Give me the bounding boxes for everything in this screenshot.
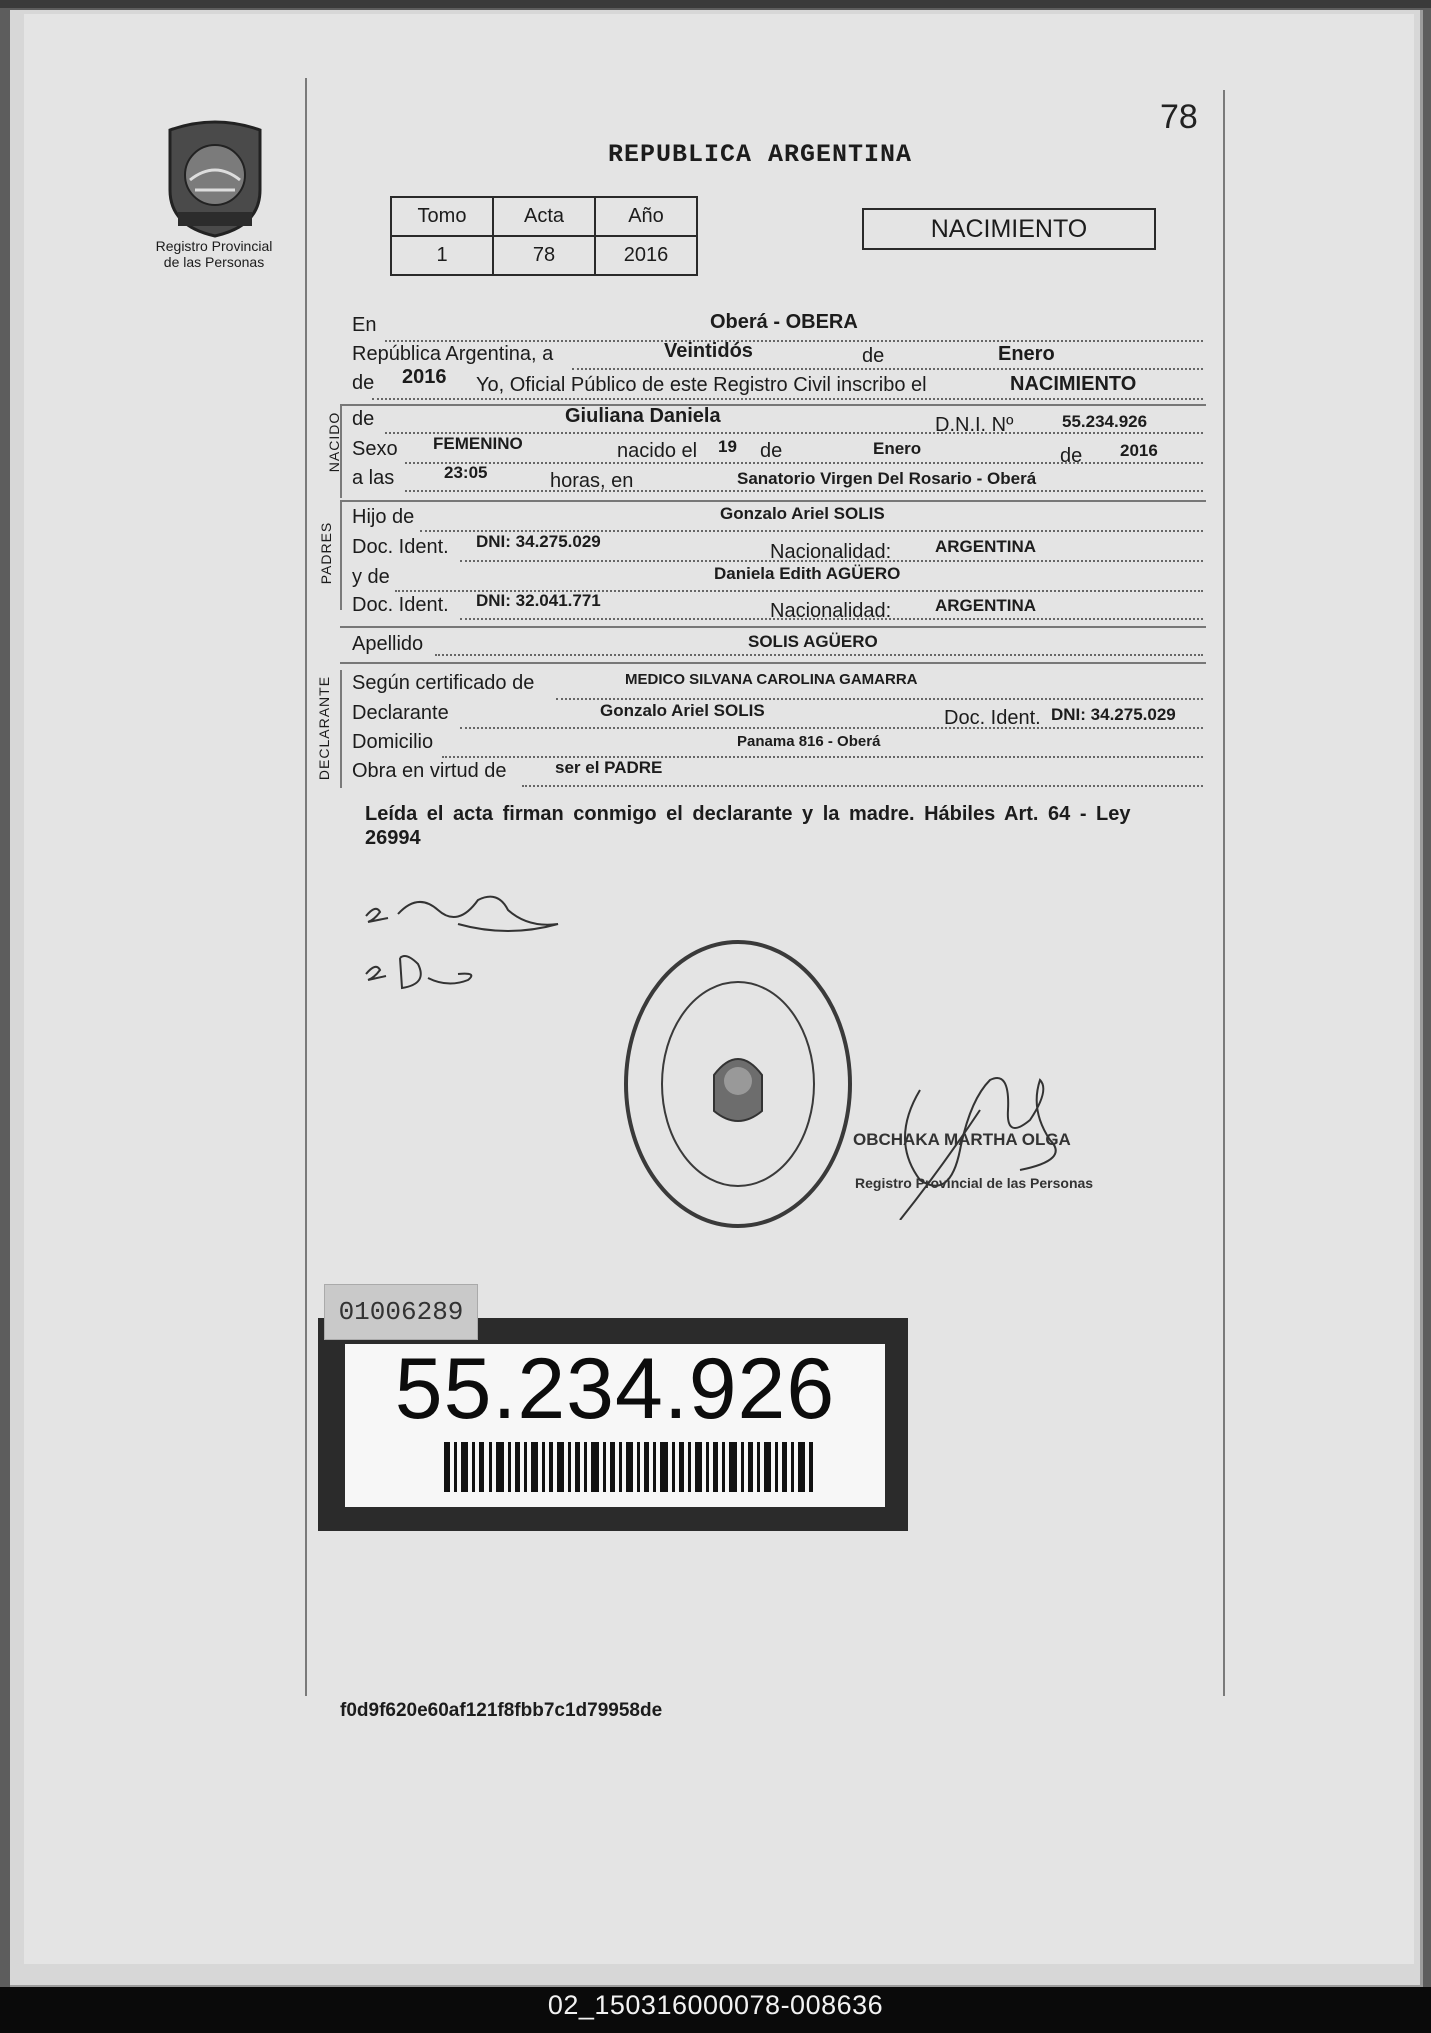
madre-doc-value: DNI: 32.041.771 bbox=[476, 591, 601, 610]
dotted-line bbox=[460, 727, 1203, 729]
register-header-anio: Año bbox=[595, 197, 697, 236]
right-margin-line bbox=[1223, 90, 1225, 1696]
logo-caption bbox=[138, 238, 290, 270]
section-bracket bbox=[340, 670, 342, 788]
en-value: Oberá - OBERA bbox=[710, 311, 858, 333]
nacido-de-label: de bbox=[352, 408, 375, 430]
dotted-line bbox=[522, 785, 1203, 787]
padre-value: Gonzalo Ariel SOLIS bbox=[720, 504, 885, 523]
official-seal-icon bbox=[620, 935, 856, 1233]
declarante-section-label: DECLARANTE bbox=[316, 675, 332, 781]
madre-nac-value: ARGENTINA bbox=[935, 596, 1037, 615]
certificado-value: MEDICO SILVANA CAROLINA GAMARRA bbox=[625, 671, 918, 688]
document-hash: f0d9f620e60af121f8fbb7c1d79958de bbox=[340, 1700, 663, 1721]
barcode-icon bbox=[444, 1442, 814, 1492]
dia-value: Veintidós bbox=[664, 340, 753, 362]
register-table bbox=[390, 196, 698, 276]
barcode-number: 55.234.926 bbox=[394, 1341, 836, 1437]
nacido-section-label: NACIDO bbox=[326, 411, 342, 473]
dotted-line bbox=[556, 698, 1203, 700]
madre-doc-label: Doc. Ident. bbox=[352, 594, 449, 616]
register-header-acta: Acta bbox=[493, 197, 595, 236]
padres-section-label: PADRES bbox=[318, 521, 334, 585]
nacido-de-label2: de bbox=[760, 440, 783, 462]
section-bracket bbox=[340, 502, 342, 610]
nacido-nombre-value: Giuliana Daniela bbox=[565, 405, 721, 427]
republica-label: República Argentina, a bbox=[352, 343, 554, 365]
inscribo-value: NACIMIENTO bbox=[1010, 373, 1137, 395]
lugar-value: Sanatorio Virgen Del Rosario - Oberá bbox=[737, 469, 1037, 488]
obra-label: Obra en virtud de bbox=[352, 760, 507, 782]
madre-nac-label: Nacionalidad: bbox=[770, 600, 892, 622]
section-divider bbox=[340, 404, 1206, 406]
padre-doc-label: Doc. Ident. bbox=[352, 536, 449, 558]
anio-label: de bbox=[352, 372, 375, 394]
padre-doc-value: DNI: 34.275.029 bbox=[476, 532, 601, 551]
document-title: REPUBLICA ARGENTINA bbox=[607, 140, 913, 169]
dni-label: D.N.I. Nº bbox=[935, 414, 1014, 436]
sexo-value: FEMENINO bbox=[433, 434, 523, 453]
official-office: Registro Provincial de las Personas bbox=[855, 1175, 1094, 1191]
apellido-value: SOLIS AGÜERO bbox=[748, 632, 878, 651]
nacido-mes-value: Enero bbox=[873, 439, 922, 458]
dotted-line bbox=[572, 368, 1203, 370]
nacido-el-label: nacido el bbox=[617, 440, 698, 462]
yde-label: y de bbox=[352, 566, 390, 588]
anio-value: 2016 bbox=[402, 366, 447, 388]
padre-nac-value: ARGENTINA bbox=[935, 537, 1037, 556]
declarante-label: Declarante bbox=[352, 702, 449, 724]
section-divider bbox=[340, 500, 1206, 502]
official-name: OBCHAKA MARTHA OLGA bbox=[853, 1130, 1071, 1149]
scan-top-edge bbox=[0, 0, 1431, 8]
madre-value: Daniela Edith AGÜERO bbox=[714, 564, 901, 583]
logo-caption-line1: Registro Provincial bbox=[155, 238, 273, 254]
register-header-tomo: Tomo bbox=[391, 197, 493, 236]
obra-value: ser el PADRE bbox=[555, 758, 663, 777]
province-crest-icon bbox=[160, 120, 270, 238]
dotted-line bbox=[372, 398, 1203, 400]
de-label: de bbox=[862, 345, 885, 367]
en-label: En bbox=[352, 314, 377, 336]
register-value-tomo: 1 bbox=[391, 236, 493, 275]
dotted-line bbox=[435, 654, 1203, 656]
record-type-box: NACIMIENTO bbox=[862, 208, 1156, 250]
section-divider bbox=[340, 662, 1206, 664]
logo-caption-line2: de las Personas bbox=[163, 254, 265, 270]
padre-nac-label: Nacionalidad: bbox=[770, 541, 892, 563]
dotted-line bbox=[405, 490, 1203, 492]
domicilio-value: Panama 816 - Oberá bbox=[737, 733, 881, 750]
certificado-label: Según certificado de bbox=[352, 672, 535, 694]
closing-note: Leída el acta firman conmigo el declarante y la madre. Hábiles Art. 64 - Ley 26994 bbox=[365, 803, 1131, 849]
oficial-text: Yo, Oficial Público de este Registro Civil inscribo el bbox=[476, 374, 927, 396]
declarante-value: Gonzalo Ariel SOLIS bbox=[600, 701, 765, 720]
register-value-anio: 2016 bbox=[595, 236, 697, 275]
hora-value: 23:05 bbox=[444, 463, 488, 482]
register-value-acta: 78 bbox=[493, 236, 595, 275]
declarante-doc-label: Doc. Ident. bbox=[944, 707, 1041, 729]
nacido-dia-value: 19 bbox=[718, 437, 737, 456]
domicilio-label: Domicilio bbox=[352, 731, 434, 753]
apellido-label: Apellido bbox=[352, 633, 424, 655]
serial-number: 01006289 bbox=[324, 1284, 478, 1340]
dni-value: 55.234.926 bbox=[1062, 412, 1148, 431]
mes-value: Enero bbox=[998, 343, 1055, 365]
left-margin-line bbox=[305, 78, 307, 1696]
declarante-doc-value: DNI: 34.275.029 bbox=[1051, 705, 1176, 724]
nacido-anio-value: 2016 bbox=[1120, 441, 1158, 460]
page-number: 78 bbox=[1160, 98, 1198, 136]
section-divider bbox=[340, 626, 1206, 628]
sexo-label: Sexo bbox=[352, 438, 398, 460]
alas-label: a las bbox=[352, 467, 395, 489]
dotted-line bbox=[405, 462, 1203, 464]
signature-declarante-icon bbox=[358, 888, 568, 1008]
footer-filename: 02_150316000078-008636 bbox=[547, 1990, 884, 2020]
hijo-label: Hijo de bbox=[352, 506, 415, 528]
nacido-de-label3: de bbox=[1060, 445, 1083, 467]
dotted-line bbox=[385, 340, 1203, 342]
horas-label: horas, en bbox=[550, 470, 634, 492]
